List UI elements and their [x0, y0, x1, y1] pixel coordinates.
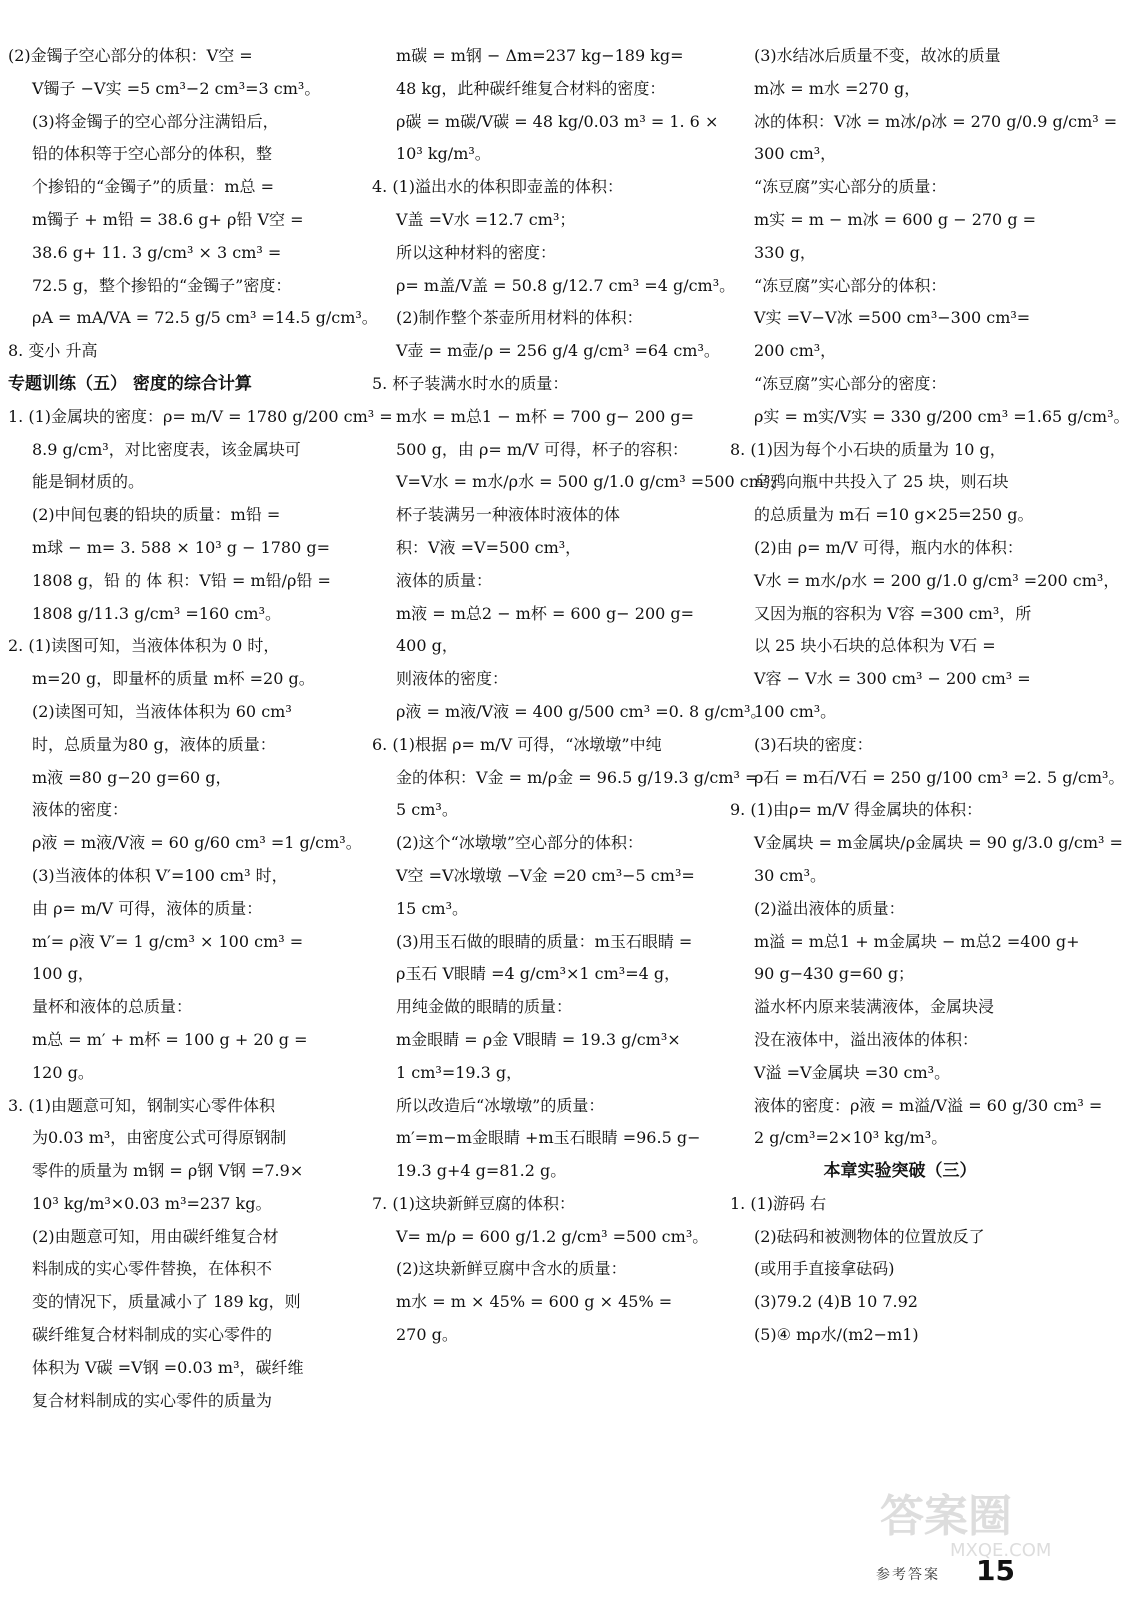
text-line: m实 = m − m冰 = 600 g − 270 g = [754, 209, 1037, 229]
text-line: V溢 =V金属块 =30 cm³。 [754, 1062, 951, 1082]
text-line: (2)砝码和被测物体的位置放反了 [754, 1226, 985, 1246]
text-line: m溢 = m总1 + m金属块 − m总2 =400 g+ [754, 931, 1080, 951]
text-line: (3)水结冰后质量不变，故冰的质量 [754, 46, 1001, 65]
column-left [8, 40, 393, 1417]
watermark-url: MXQE.COM [950, 1540, 1052, 1561]
text-line: (2)中间包裹的铅块的质量：m铅 = [32, 505, 281, 525]
text-line: 90 g−430 g=60 g； [754, 964, 915, 984]
text-line: 5. 杯子装满水时水的质量： [372, 373, 569, 393]
column-right [730, 40, 1130, 1352]
text-line: (2)这个“冰墩墩”空心部分的体积： [396, 833, 644, 853]
text-line: (3)当液体的体积 V′=100 cm³ 时， [32, 865, 288, 885]
text-line: (2)这块新鲜豆腐中含水的质量： [396, 1259, 627, 1279]
text-line: (3)将金镯子的空心部分注满铅后， [32, 111, 279, 131]
text-line: 300 cm³， [754, 144, 837, 164]
text-line: ρ液 = m液/V液 = 400 g/500 cm³ =0. 8 g/cm³。 [396, 701, 767, 721]
text-line: 能是铜材质的。 [32, 472, 145, 492]
page-number: 15 [976, 1554, 1015, 1587]
text-line: m球 − m= 3. 588 × 10³ g − 1780 g= [32, 537, 331, 557]
text-line: 液体的质量： [396, 570, 493, 590]
text-line: 的总质量为 m石 =10 g×25=250 g。 [754, 505, 1034, 525]
text-line: 所以这种材料的密度： [396, 242, 557, 262]
text-line: 冰的体积：V冰 = m冰/ρ冰 = 270 g/0.9 g/cm³ = [754, 111, 1118, 131]
text-line: 2 g/cm³=2×10³ kg/m³。 [754, 1128, 948, 1148]
text-line: 变的情况下，质量减小了 189 kg，则 [32, 1292, 301, 1312]
text-line: 8.9 g/cm³，对比密度表，该金属块可 [32, 439, 301, 459]
text-line: 时，总质量为80 g，液体的质量： [32, 734, 276, 754]
text-line: 15 cm³。 [396, 898, 468, 918]
text-line: ρA = mA/VA = 72.5 g/5 cm³ =14.5 g/cm³。 [32, 308, 378, 328]
text-line: 由 ρ= m/V 可得，液体的质量： [32, 898, 263, 918]
text-line: 杯子装满另一种液体时液体的体 [396, 505, 621, 525]
text-line: 1 cm³=19.3 g， [396, 1062, 523, 1082]
text-line: V=V水 = m水/ρ水 = 500 g/1.0 g/cm³ =500 cm³， [396, 472, 787, 492]
text-line: ρ= m盖/V盖 = 50.8 g/12.7 cm³ =4 g/cm³。 [396, 275, 736, 295]
text-line: V盖 =V水 =12.7 cm³； [396, 209, 576, 229]
text-line: 8. 变小 升高 [8, 341, 98, 361]
text-line: 个掺铅的“金镯子”的质量：m总 = [32, 177, 275, 197]
text-line: 9. (1)由ρ= m/V 得金属块的体积： [730, 800, 983, 820]
text-line: ρ实 = m实/V实 = 330 g/200 cm³ =1.65 g/cm³。 [754, 406, 1130, 426]
text-line: 8. (1)因为每个小石块的质量为 10 g， [730, 439, 1006, 459]
text-line: ρ液 = m液/V液 = 60 g/60 cm³ =1 g/cm³。 [32, 833, 362, 853]
text-line: “冻豆腐”实心部分的质量： [754, 177, 947, 197]
text-line: 120 g。 [32, 1062, 94, 1082]
text-line: “冻豆腐”实心部分的密度： [754, 373, 947, 393]
text-line: (3)79.2 (4)B 10 7.92 [754, 1292, 918, 1312]
text-line: 没在液体中，溢出液体的体积： [754, 1029, 979, 1049]
text-line: 19.3 g+4 g=81.2 g。 [396, 1161, 567, 1181]
text-line: (2)由 ρ= m/V 可得，瓶内水的体积： [754, 537, 1023, 557]
text-line: 料制成的实心零件替换，在体积不 [32, 1259, 273, 1279]
text-line: “冻豆腐”实心部分的体积： [754, 275, 947, 295]
text-line: m=20 g，即量杯的质量 m杯 =20 g。 [32, 669, 315, 689]
text-line: 400 g， [396, 636, 458, 656]
text-line: m总 = m′ + m杯 = 100 g + 20 g = [32, 1029, 308, 1049]
text-line: (2)溢出液体的质量： [754, 898, 905, 918]
text-line: 72.5 g，整个掺铅的“金镯子”密度： [32, 275, 292, 295]
text-line: (5)④ mρ水/(m2−m1) [754, 1325, 919, 1345]
text-line: 5 cm³。 [396, 800, 458, 820]
text-line: V空 =V冰墩墩 −V金 =20 cm³−5 cm³= [396, 865, 695, 885]
text-line: 为0.03 m³，由密度公式可得原钢制 [32, 1128, 287, 1148]
text-line: ρ碳 = m碳/V碳 = 48 kg/0.03 m³ = 1. 6 × [396, 111, 719, 131]
text-line: 3. (1)由题意可知，钢制实心零件体积 [8, 1095, 276, 1115]
text-line: 溢水杯内原来装满液体，金属块浸 [754, 997, 995, 1017]
text-line: 积：V液 =V=500 cm³， [396, 537, 582, 557]
text-line: 液体的密度： [32, 800, 129, 820]
text-line: 10³ kg/m³。 [396, 144, 491, 164]
text-line: 复合材料制成的实心零件的质量为 [32, 1390, 273, 1410]
text-line: (3)用玉石做的眼睛的质量：m玉石眼睛 = [396, 931, 693, 951]
text-line: 又因为瓶的容积为 V容 =300 cm³，所 [754, 603, 1032, 623]
text-line: m液 =80 g−20 g=60 g， [32, 767, 232, 787]
text-line: 体积为 V碳 =V钢 =0.03 m³，碳纤维 [32, 1357, 304, 1377]
text-line: 4. (1)溢出水的体积即壶盖的体积： [372, 177, 624, 197]
text-line: V水 = m水/ρ水 = 200 g/1.0 g/cm³ =200 cm³， [754, 570, 1120, 590]
text-line: (2)金镯子空心部分的体积：V空 = [8, 46, 253, 65]
text-line: m金眼睛 = ρ金 V眼睛 = 19.3 g/cm³× [396, 1029, 681, 1049]
text-line: ρ玉石 V眼睛 =4 g/cm³×1 cm³=4 g， [396, 964, 681, 984]
watermark-logo: 答案圈 [880, 1491, 1012, 1542]
text-line: V实 =V−V冰 =500 cm³−300 cm³= [754, 308, 1031, 328]
text-line: 10³ kg/m³×0.03 m³=237 kg。 [32, 1193, 272, 1213]
text-line: m冰 = m水 =270 g， [754, 78, 921, 98]
text-line: 38.6 g+ 11. 3 g/cm³ × 3 cm³ = [32, 242, 282, 262]
text-line: 以 25 块小石块的总体积为 V石 = [754, 636, 996, 656]
text-line: 碳纤维复合材料制成的实心零件的 [32, 1325, 273, 1345]
text-line: (3)石块的密度： [754, 734, 873, 754]
text-line: (2)制作整个茶壶所用材料的体积： [396, 308, 643, 328]
text-line: 用纯金做的眼睛的质量： [396, 997, 573, 1017]
text-line: 48 kg，此种碳纤维复合材料的密度： [396, 78, 666, 98]
text-line: ρ石 = m石/V石 = 250 g/100 cm³ =2. 5 g/cm³。 [754, 767, 1125, 787]
section-heading: 本章实验突破（三） [823, 1161, 977, 1182]
text-line: 1. (1)游码 右 [730, 1193, 827, 1213]
text-line: m′= ρ液 V′= 1 g/cm³ × 100 cm³ = [32, 931, 304, 951]
text-line: (2)由题意可知，用由碳纤维复合材 [32, 1226, 279, 1246]
text-line: 100 cm³。 [754, 701, 837, 721]
text-line: 7. (1)这块新鲜豆腐的体积： [372, 1193, 576, 1213]
footer-label: 参考答案 [876, 1567, 940, 1583]
text-line: V镯子 −V实 =5 cm³−2 cm³=3 cm³。 [32, 78, 321, 98]
section-heading: 专题训练（五） 密度的综合计算 [8, 373, 252, 394]
text-line: 则液体的密度： [396, 669, 509, 689]
text-line: 30 cm³。 [754, 865, 826, 885]
text-line: V容 − V水 = 300 cm³ − 200 cm³ = [754, 669, 1031, 689]
text-line: m水 = m总1 − m杯 = 700 g− 200 g= [396, 406, 695, 426]
text-line: 铅的体积等于空心部分的体积，整 [32, 144, 273, 164]
text-line: 乌鸦向瓶中共投入了 25 块，则石块 [754, 472, 1009, 492]
text-line: m液 = m总2 − m杯 = 600 g− 200 g= [396, 603, 695, 623]
text-line: 270 g。 [396, 1325, 458, 1345]
text-line: V壶 = m壶/ρ = 256 g/4 g/cm³ =64 cm³。 [396, 341, 720, 361]
text-line: 6. (1)根据 ρ= m/V 可得，“冰墩墩”中纯 [372, 734, 662, 754]
text-line: m碳 = m钢 − Δm=237 kg−189 kg= [396, 46, 684, 65]
text-line: 1808 g，铅 的 体 积：V铅 = m铅/ρ铅 = [32, 570, 331, 590]
text-line: 金的体积：V金 = m/ρ金 = 96.5 g/19.3 g/cm³ = [396, 767, 759, 787]
text-line: V= m/ρ = 600 g/1.2 g/cm³ =500 cm³。 [396, 1226, 709, 1246]
text-line: 500 g，由 ρ= m/V 可得，杯子的容积： [396, 439, 689, 459]
text-line: V金属块 = m金属块/ρ金属块 = 90 g/3.0 g/cm³ = [754, 833, 1123, 853]
page-footer [876, 1552, 1076, 1592]
text-line: m′=m−m金眼睛 +m玉石眼睛 =96.5 g− [396, 1128, 701, 1148]
text-line: 2. (1)读图可知，当液体体积为 0 时， [8, 636, 280, 656]
text-line: m镯子 + m铅 = 38.6 g+ ρ铅 V空 = [32, 209, 304, 229]
text-line: 液体的密度：ρ液 = m溢/V溢 = 60 g/30 cm³ = [754, 1095, 1103, 1115]
text-line: 1808 g/11.3 g/cm³ =160 cm³。 [32, 603, 281, 623]
text-line: 330 g， [754, 242, 816, 262]
text-line: 100 g， [32, 964, 94, 984]
text-line: 量杯和液体的总质量： [32, 997, 193, 1017]
text-line: 200 cm³， [754, 341, 837, 361]
text-line: 所以改造后“冰墩墩”的质量： [396, 1095, 605, 1115]
text-line: (或用手直接拿砝码) [754, 1259, 895, 1279]
text-line: m水 = m × 45% = 600 g × 45% = [396, 1292, 673, 1312]
text-line: 1. (1)金属块的密度：ρ= m/V = 1780 g/200 cm³ = [8, 406, 393, 426]
text-line: (2)读图可知，当液体体积为 60 cm³ [32, 701, 292, 721]
text-line: 零件的质量为 m钢 = ρ钢 V钢 =7.9× [32, 1161, 304, 1181]
